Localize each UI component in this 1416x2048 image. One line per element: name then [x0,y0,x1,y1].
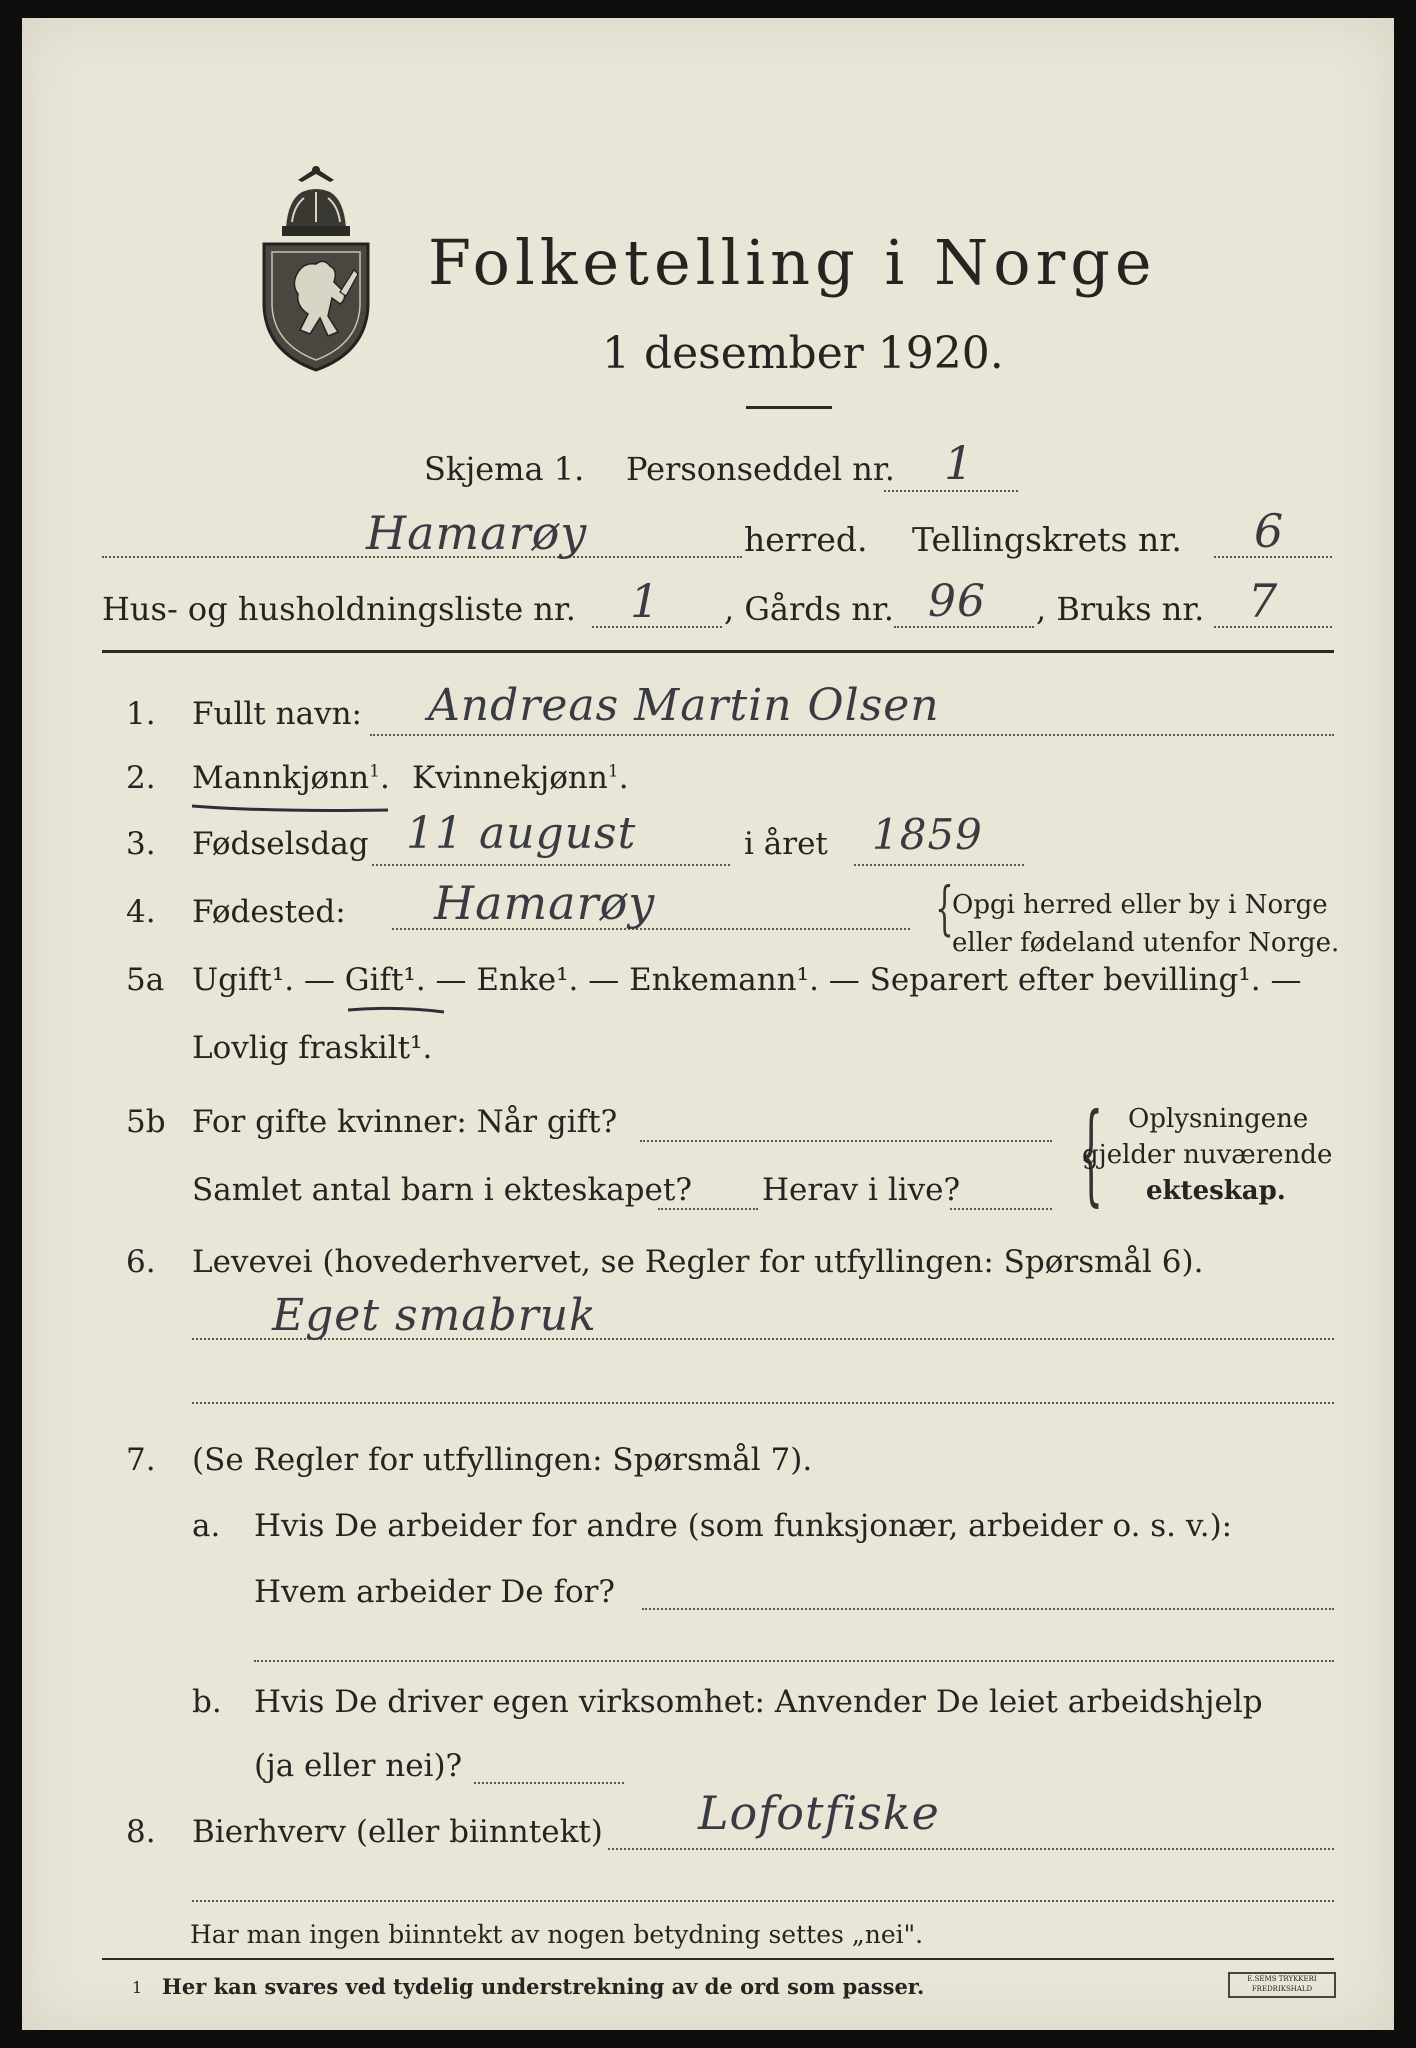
skjema-label: Skjema 1. [424,450,585,488]
q5a-gift-underline [346,1004,446,1016]
q7-number: 7. [126,1442,156,1478]
q4-note-brace: { [935,874,954,942]
q2-male-text: Mannkjønn [192,760,370,796]
q2-female-text: Kvinnekjønn [412,760,608,796]
q7b-line2: (ja eller nei)? [254,1748,463,1784]
q7a-line-extra [254,1660,1334,1662]
hus-value[interactable]: 1 [630,574,661,628]
q2-female[interactable]: Kvinnekjønn$^1$. [412,760,629,796]
q4-note-line2: eller fødeland utenfor Norge. [952,928,1340,958]
printer-mark: E.SEMS TRYKKERI FREDRIKSHALD [1228,1972,1336,1998]
hus-label: Hus- og husholdningsliste nr. [102,590,576,628]
q5a-line2[interactable]: Lovlig fraskilt¹. [192,1030,433,1066]
tellingskrets-value[interactable]: 6 [1254,504,1285,558]
q3-day-line [372,864,730,866]
q2-number: 2. [126,760,156,796]
title-divider [746,406,832,409]
q1-line [370,734,1334,736]
q5b-alive-label: Herav i live? [762,1172,961,1208]
q5b-note-brace: { [1078,1089,1104,1217]
nei-note: Har man ingen biinntekt av nogen betydning settes „nei". [190,1920,924,1949]
tellingskrets-label: Tellingskrets nr. [912,520,1182,559]
bruks-value[interactable]: 7 [1248,574,1279,628]
q3-year-value[interactable]: 1859 [872,810,983,859]
census-form [22,18,1394,2030]
gards-label: , Gårds nr. [724,590,894,628]
gards-value[interactable]: 96 [928,576,986,627]
q8-line [608,1848,1334,1850]
q5b-children-line [658,1208,758,1210]
q2-male-sup: 1 [369,761,380,782]
q7a-line1: Hvis De arbeider for andre (som funksjonær, arbeider o. s. v.): [254,1508,1233,1544]
q4-number: 4. [126,894,156,930]
q3-number: 3. [126,826,156,862]
coat-of-arms-icon [258,166,374,376]
footnote-text: Her kan svares ved tydelig understrekning av de ord som passer. [162,1974,925,1999]
q6-value[interactable]: Eget smabruk [272,1290,597,1341]
q4-label: Fødested: [192,894,346,930]
q3-year-line [854,864,1024,866]
q5b-alive-line [950,1208,1052,1210]
q3-year-label: i året [744,826,828,862]
q7b-line [474,1782,624,1784]
footnote-rule [102,1958,1334,1960]
q7a-number: a. [192,1508,221,1544]
q5a-options[interactable]: Ugift¹. — Gift¹. — Enke¹. — Enkemann¹. — Separert efter bevilling¹. — [192,962,1302,998]
q1-value[interactable]: Andreas Martin Olsen [428,680,940,731]
q4-value[interactable]: Hamarøy [434,876,656,930]
personseddel-label: Personseddel nr. [626,450,895,488]
q7a-line [642,1608,1334,1610]
q3-day-value[interactable]: 11 august [406,808,637,859]
personseddel-line [884,490,1018,492]
q2-male-underline [190,802,390,816]
q5b-note-line3: ekteskap. [1146,1176,1286,1206]
q8-number: 8. [126,1814,156,1850]
herred-label: herred. [744,520,868,559]
q8-value[interactable]: Lofotfiske [698,1786,940,1840]
header-rule [102,650,1334,653]
q5b-when-line [640,1140,1052,1142]
personseddel-value[interactable]: 1 [944,436,975,490]
q8-label: Bierhverv (eller biinntekt) [192,1814,603,1850]
q4-note-line1: Opgi herred eller by i Norge [952,890,1328,920]
q1-label: Fullt navn: [192,696,362,732]
q3-label: Fødselsdag [192,826,369,862]
q6-number: 6. [126,1244,156,1280]
q5b-line1: For gifte kvinner: Når gift? [192,1104,618,1140]
q5b-note-line1: Oplysningene [1128,1104,1309,1134]
q5b-note-line2: gjelder nuværende [1082,1140,1333,1170]
q5b-number: 5b [126,1104,166,1140]
q6-line2 [192,1402,1334,1404]
census-date: 1 desember 1920. [602,328,1004,379]
q1-number: 1. [126,696,156,732]
q7a-line2: Hvem arbeider De for? [254,1574,616,1610]
q7b-number: b. [192,1684,222,1720]
q7b-line1: Hvis De driver egen virksomhet: Anvender De leiet arbeidshjelp [254,1684,1263,1720]
herred-value[interactable]: Hamarøy [366,506,588,560]
q8-line-extra [192,1900,1334,1902]
form-title: Folketelling i Norge [428,226,1157,299]
q6-label: Levevei (hovederhvervet, se Regler for utfyllingen: Spørsmål 6). [192,1244,1204,1280]
q7-label: (Se Regler for utfyllingen: Spørsmål 7). [192,1442,813,1478]
bruks-label: , Bruks nr. [1036,590,1205,628]
q5a-number: 5a [126,962,165,998]
footnote-mark: 1 [132,1978,143,1997]
q2-male[interactable]: Mannkjønn$^1$. [192,760,390,796]
q5b-children-label: Samlet antal barn i ekteskapet? [192,1172,692,1208]
q2-female-sup: 1 [607,761,619,782]
